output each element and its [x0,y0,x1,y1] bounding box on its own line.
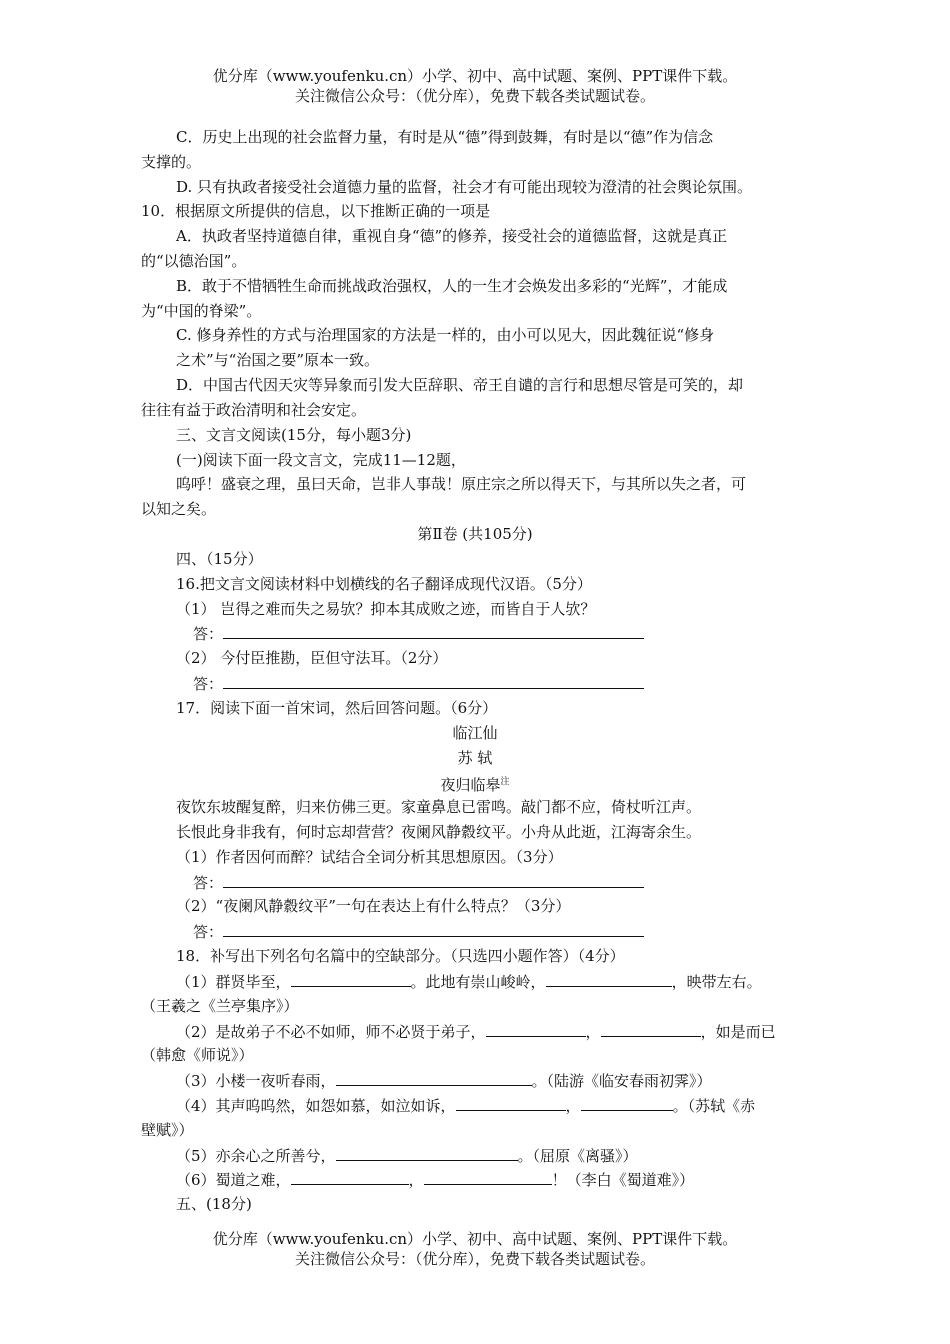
answer-label: 答： [193,675,224,693]
fill-blank[interactable] [486,1021,586,1037]
q9-option-d: D. 只有执政者接受社会道德力量的监督，社会才有可能出现较为澄清的社会舆论氛围。 [176,178,753,196]
fill-blank[interactable] [336,1145,518,1161]
q10-option-b-line1: B．敢于不惜牺牲生命而挑战政治强权，人的一生才会焕发出多彩的“光辉”，才能成 [176,277,728,295]
section3-title: 三、文言文阅读(15分，每小题3分) [176,426,412,444]
q18-item-4: （4）其声呜呜然，如怨如慕，如泣如诉， ， 。（苏轼《赤 [176,1097,756,1115]
q10-option-c-line2: 之术”与“治国之要”原本一致。 [176,351,380,369]
classical-text-line2: 以知之矣。 [141,500,217,518]
q18-item-2-source: （韩愈《师说》） [141,1046,254,1064]
answer-label: 答： [193,874,224,892]
q17-question-2: （2）“夜阑风静縠纹平”一句在表达上有什么特点？（3分） [176,897,571,915]
q10-option-b-line2: 为“中国的脊梁”。 [141,302,262,320]
answer-label: 答： [193,923,224,941]
q18-item-1: （1）群贤毕至， 。此地有崇山峻岭， ，映带左右。 [176,973,762,991]
q17-question-1: （1）作者因何而醉？试结合全词分析其思想原因。（3分） [176,848,563,866]
q9-option-c-line1: C．历史上出现的社会监督力量，有时是从“德”得到鼓舞，有时是以“德”作为信念 [176,128,714,146]
header-line-1: 优分库（www.youfenku.cn）小学、初中、高中试题、案例、PPT课件下载。 [212,67,738,85]
fill-blank[interactable] [336,1070,532,1086]
q10-option-a-line1: A．执政者坚持道德自律，重视自身“德”的修养，接受社会的道德监督，这就是真正 [176,227,728,245]
q17-stem: 17．阅读下面一首宋词，然后回答问题。（6分） [176,699,498,717]
poem-line-2: 长恨此身非我有，何时忘却营营？夜阑风静縠纹平。小舟从此逝，江海寄余生。 [176,823,702,841]
q10-option-a-line2: 的“以德治国”。 [141,252,247,270]
q17-answer-2[interactable] [193,921,644,942]
fill-blank[interactable] [424,1169,552,1185]
q16-stem: 16.把文言文阅读材料中划横线的名子翻译成现代汉语。（5分） [176,575,592,593]
poem-title: 临江仙 [452,724,498,742]
fill-blank[interactable] [546,971,672,987]
answer-blank[interactable] [223,623,644,639]
q16-sentence-2: （2） 今付臣推勘，臣但守法耳。（2分） [176,649,448,667]
q18-item-4-source: 壁赋》） [141,1121,194,1139]
answer-blank[interactable] [223,921,644,937]
q18-item-1-source: （王羲之《兰亭集序》） [141,997,299,1015]
section5-title: 五、(18分) [176,1195,252,1213]
q16-answer-1[interactable] [193,623,644,644]
poem-subtitle: 夜归临皋$^注$ [440,776,510,794]
answer-blank[interactable] [223,673,644,689]
poem-footnote-mark: 注 [500,777,510,787]
q18-item-6: （6）蜀道之难， ， ！（李白《蜀道难》） [176,1171,695,1189]
q18-item-3: （3）小楼一夜听春雨， 。（陆游《临安春雨初霁》） [176,1072,712,1090]
fill-blank[interactable] [456,1095,566,1111]
q18-item-5: （5）亦余心之所善兮， 。（屈原《离骚》） [176,1147,638,1165]
fill-blank[interactable] [601,1021,701,1037]
q10-option-c-line1: C. 修身养性的方式与治理国家的方法是一样的，由小可以见大，因此魏征说“修身 [176,326,715,344]
volume-2-heading: 第Ⅱ卷 (共105分) [417,525,533,543]
q10-option-d-line1: D．中国古代因天灾等异象而引发大臣辞职、帝王自谴的言行和思想尽管是可笑的，却 [176,376,744,394]
classical-text-line1: 呜呼！盛衰之理，虽曰天命，岂非人事哉！原庄宗之所以得天下，与其所以失之者，可 [176,475,747,493]
q10-option-d-line2: 往往有益于政治清明和社会安定。 [141,401,367,419]
poem-author: 苏 轼 [457,749,493,767]
q9-option-c-line2: 支撑的。 [141,153,202,171]
section4-title: 四、（15分） [176,550,263,568]
q17-answer-1[interactable] [193,872,644,893]
q16-sentence-1: （1） 岂得之难而失之易欤？抑本其成败之迹，而皆自于人欤？ [176,600,596,618]
q16-answer-2[interactable] [193,673,644,694]
q18-item-2: （2）是故弟子不必不如师，师不必贤于弟子， ， ，如是而已 [176,1023,776,1041]
poem-line-1: 夜饮东坡醒复醉，归来仿佛三更。家童鼻息已雷鸣。敲门都不应，倚杖听江声。 [176,798,702,816]
q10-stem: 10．根据原文所提供的信息，以下推断正确的一项是 [141,202,491,220]
answer-label: 答： [193,625,224,643]
footer-line-1: 优分库（www.youfenku.cn）小学、初中、高中试题、案例、PPT课件下载。 [212,1230,738,1248]
answer-blank[interactable] [223,872,644,888]
header-line-2: 关注微信公众号：（优分库），免费下载各类试题试卷。 [294,87,655,105]
fill-blank[interactable] [291,971,411,987]
q18-stem: 18．补写出下列名句名篇中的空缺部分。（只选四小题作答）（4分） [176,947,625,965]
section3-subtitle: (一)阅读下面一段文言文，完成11—12题， [176,451,466,469]
fill-blank[interactable] [291,1169,409,1185]
footer-line-2: 关注微信公众号：（优分库），免费下载各类试题试卷。 [294,1250,655,1268]
fill-blank[interactable] [581,1095,673,1111]
